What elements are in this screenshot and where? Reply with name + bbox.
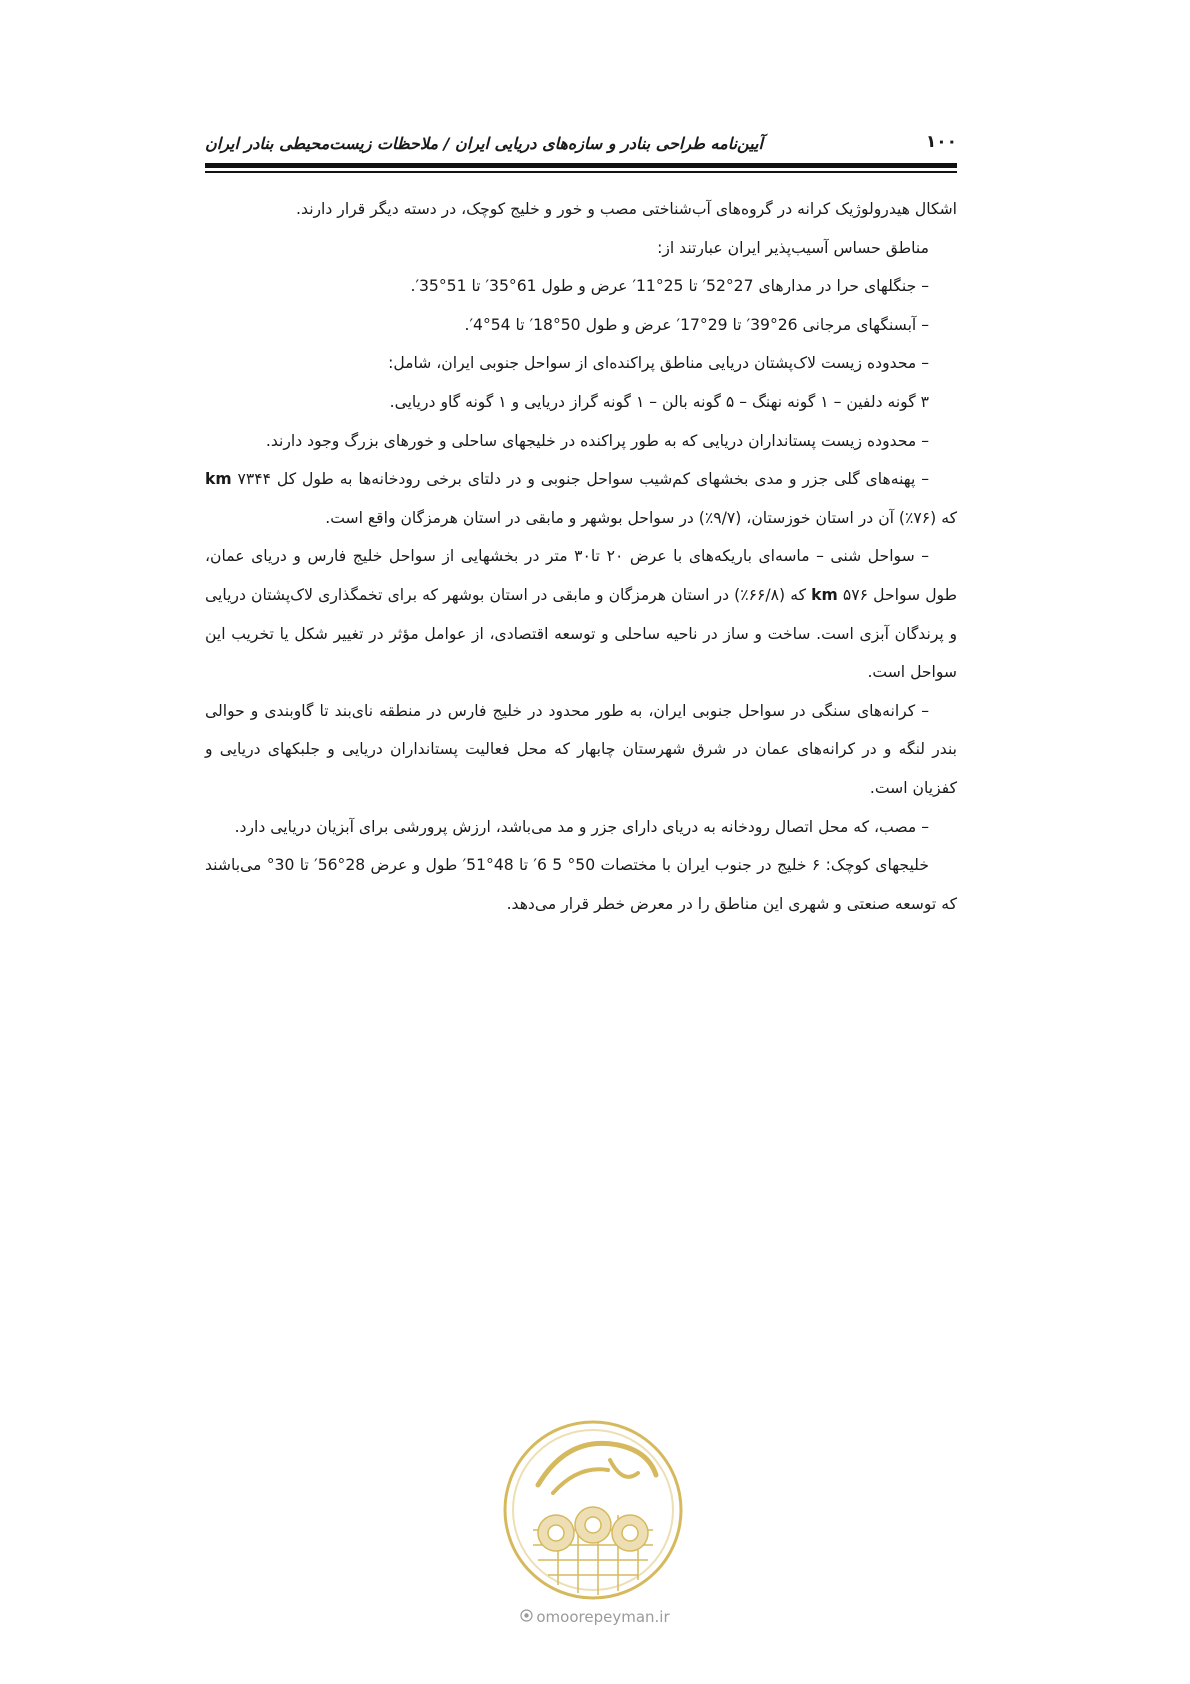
watermark-url-text: omoorepeyman.ir <box>536 1608 670 1626</box>
paragraph-species: ۳ گونه دلفین – ۱ گونه نهنگ – ۵ گونه بالن – ۱ گونه گراز دریایی و ۱ گونه گاو دریایی. <box>389 392 929 411</box>
watermark-logo-icon <box>498 1415 688 1605</box>
paragraph-sensitive-areas-intro: مناطق حساس آسیب‌پذیر ایران عبارتند از: <box>657 238 929 257</box>
paragraph-estuary: – مصب، که محل اتصال رودخانه به دریای دارای جزر و مد می‌باشد، ارزش پرورشی برای آبزیان دریایی دارد. <box>234 817 929 836</box>
mudflats-text-b: ۷۳۴۴ که (۷۶٪) آن در استان خوزستان، (۹/۷٪) در سواحل بوشهر و مابقی در استان هرمزگان واقع است. <box>231 470 957 527</box>
paragraph-mangroves: – جنگلهای حرا در مدارهای 27°52′ تا 25°11′ عرض و طول 61°35′ تا 51°35′. <box>410 277 929 296</box>
mudflats-text-a: – پهنه‌های گلی جزر و مدی بخشهای کم‌شیب سواحل جنوبی و در دلتای برخی رودخانه‌ها به طول کل <box>271 470 930 489</box>
body-text <box>205 190 957 923</box>
mudflats-unit: km <box>205 470 232 489</box>
watermark-logo <box>498 1415 688 1605</box>
page-number: ۱۰۰ <box>925 132 957 152</box>
paragraph-mudflats <box>205 460 957 537</box>
sandy-text-b: ۵۷۶ که (۶۶/۸٪) در استان هرمزگان و مابقی در استان بوشهر که برای تخمگذاری لاک‌پشتان دریایی و پرندگان آبزی است. ساخت و ساز در ناحیه ساحلی و توسعه اقتصادی، از عوامل مؤثر در تغییر شکل یا تخریب این سواحل است. <box>205 585 957 682</box>
paragraph-mammals: – محدوده زیست پستانداران دریایی که به طور پراکنده در خلیجهای ساحلی و خورهای بزرگ وجود دارند. <box>265 431 929 450</box>
header-rule-thin <box>205 171 957 173</box>
paragraph-small-bays: خلیجهای کوچک: ۶ خلیج در جنوب ایران با مختصات 50° 5 6′ تا 48°51′ طول و عرض 28°56′ تا 30° می‌باشند که توسعه صنعتی و شهری این مناطق را در معرض خطر قرار می‌دهد. <box>205 856 957 913</box>
header-rule-thick <box>205 163 957 168</box>
paragraph-hydrology: اشکال هیدرولوژیک کرانه در گروه‌های آب‌شناختی مصب و خور و خلیج کوچک، در دسته دیگر قرار دارند. <box>296 200 957 218</box>
watermark-globe-icon <box>520 1608 533 1626</box>
paragraph-turtles: – محدوده زیست لاک‌پشتان دریایی مناطق پراکنده‌ای از سواحل جنوبی ایران، شامل: <box>388 354 929 373</box>
watermark-url <box>0 1608 1190 1626</box>
paragraph-sandy-shores <box>205 537 957 691</box>
page-header <box>205 128 957 168</box>
sandy-unit: km <box>811 585 838 604</box>
paragraph-coral-reefs: – آبسنگهای مرجانی 26°39′ تا 29°17′ عرض و طول 50°18′ تا 54°4′. <box>464 315 929 334</box>
sandy-text-a: – سواحل شنی – ماسه‌ای باریکه‌های با عرض ۲۰ تا۳۰ متر در بخشهایی از سواحل خلیج فارس و دریای عمان، طول سواحل <box>205 547 957 604</box>
running-title: آیین‌نامه طراحی بنادر و سازه‌های دریایی ایران / ملاحظات زیست‌محیطی بنادر ایران <box>205 134 763 153</box>
paragraph-rocky-shores: – کرانه‌های سنگی در سواحل جنوبی ایران، به طور محدود در خلیج فارس در منطقه نای‌بند تا گاوبندی و حوالی بندر لنگه و در کرانه‌های عمان در شرق شهرستان چابهار که محل فعالیت پستانداران دریایی و جلبکهای دریایی و کفزیان است. <box>205 701 957 797</box>
